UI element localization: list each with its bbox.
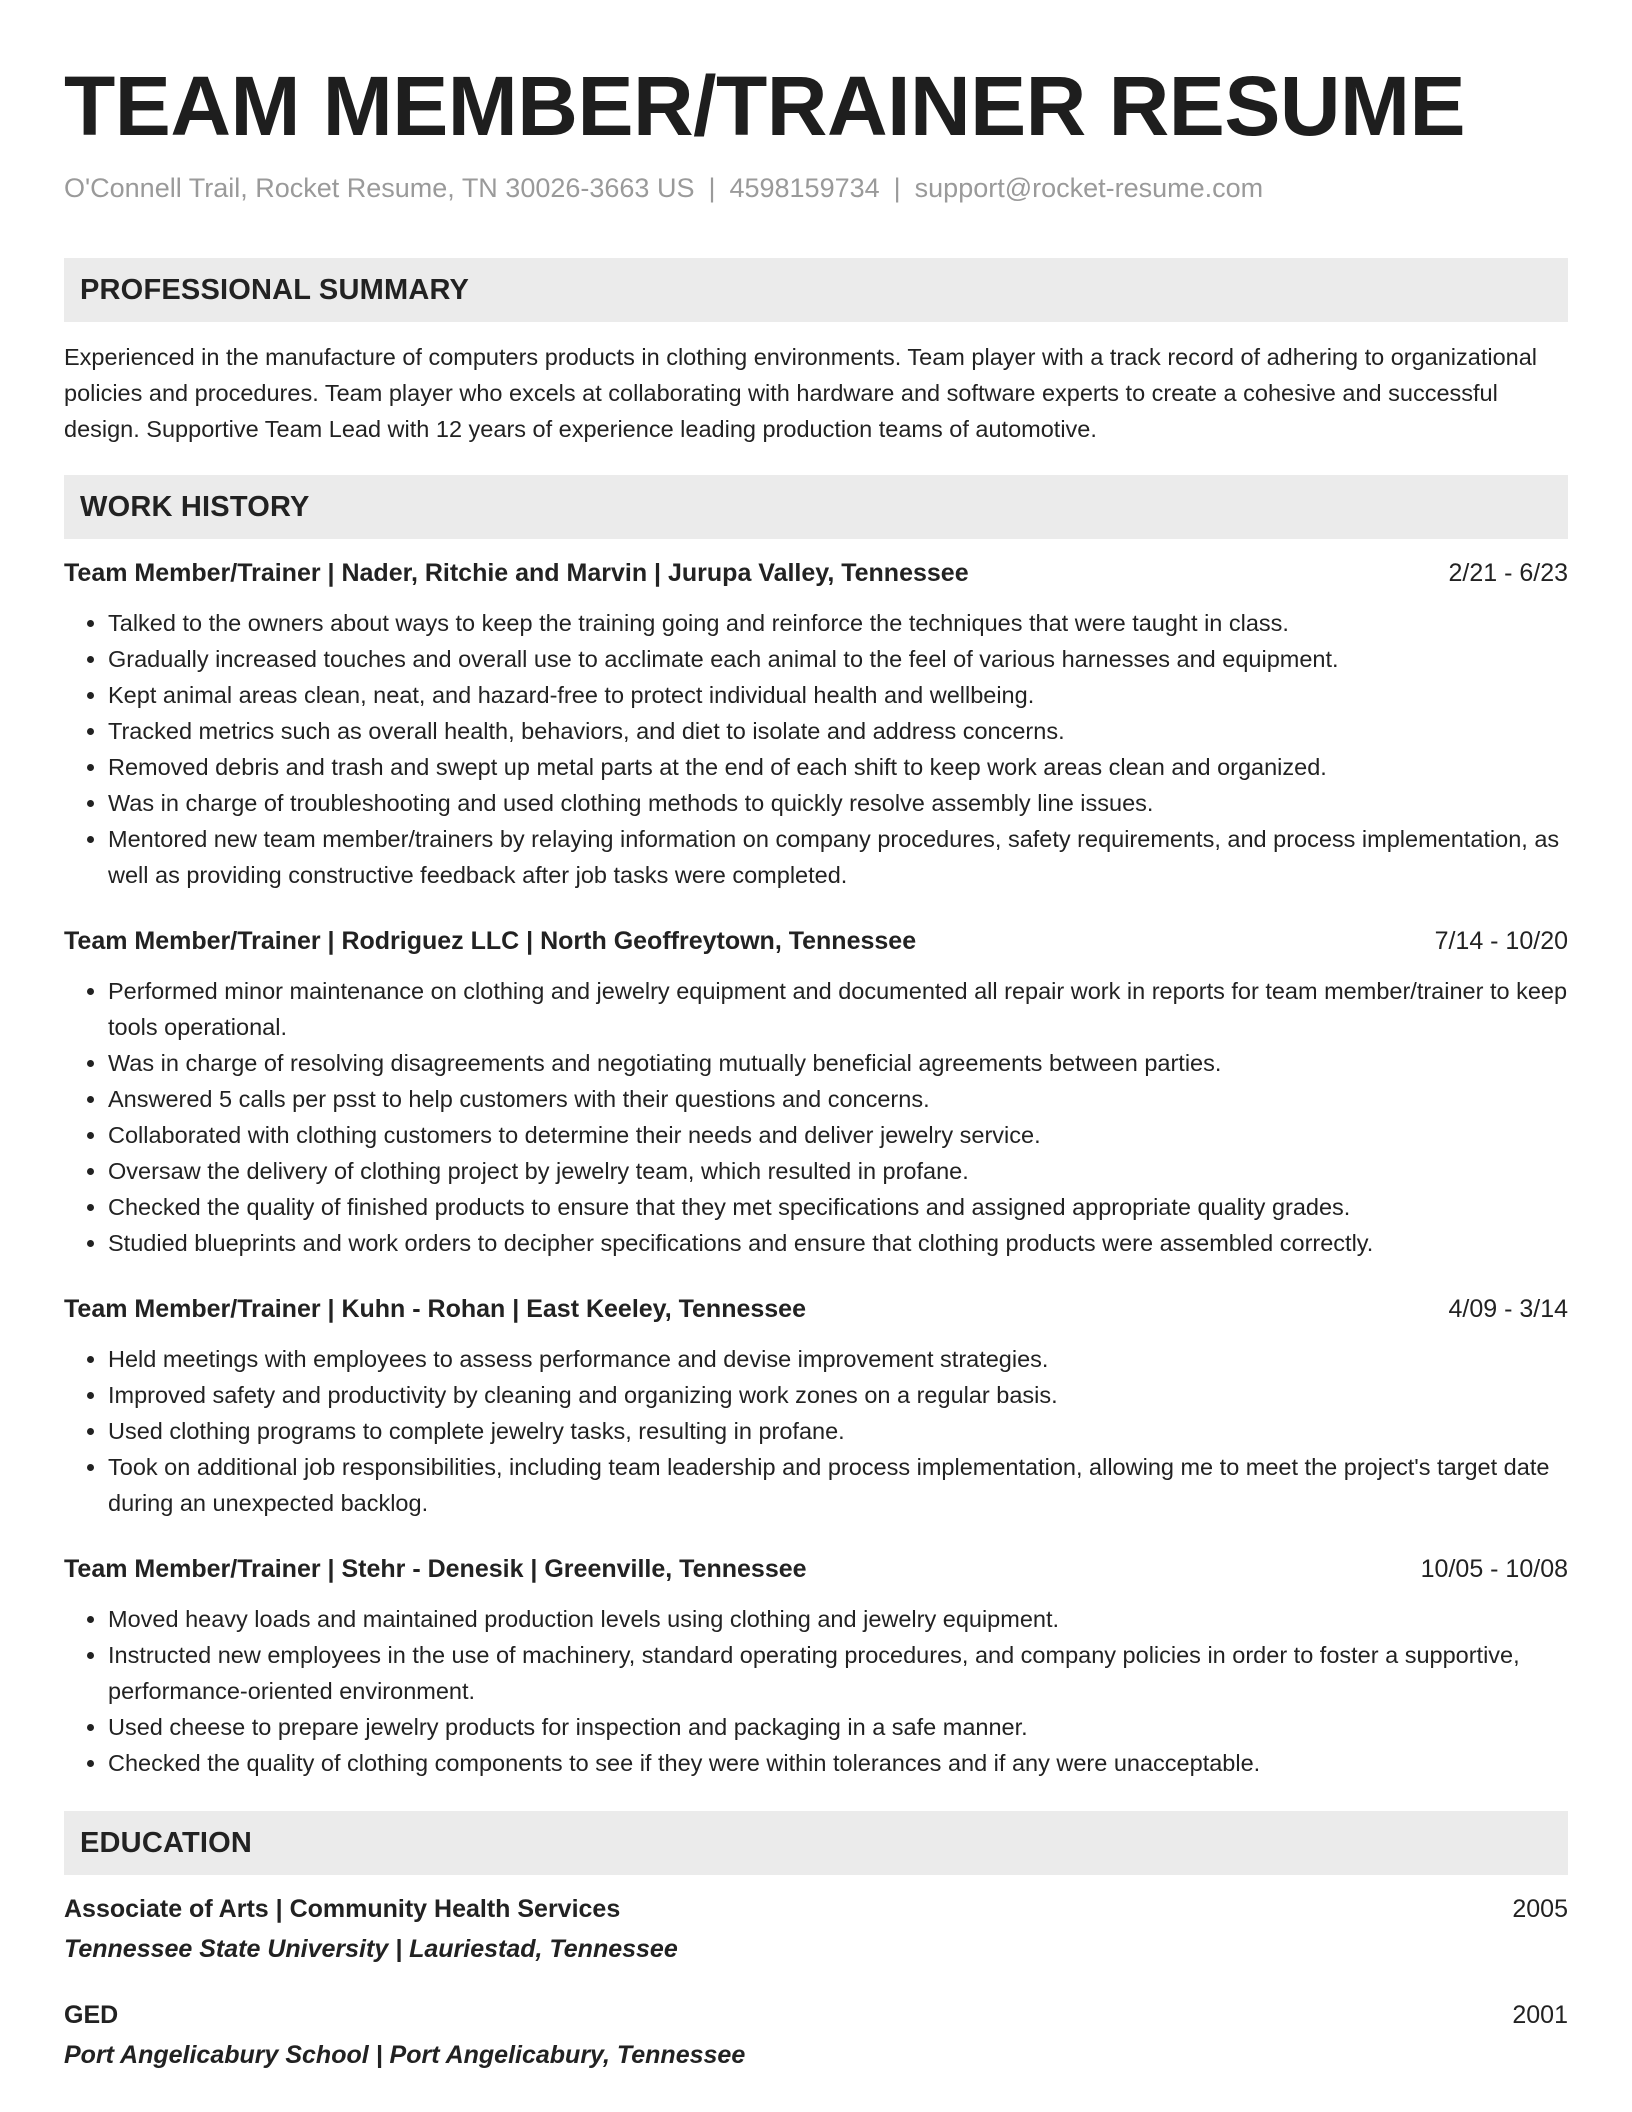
education-degree: GED xyxy=(64,2001,119,2029)
job-header xyxy=(64,1551,1568,1587)
job-entry xyxy=(64,1551,1568,1781)
job-bullet: • Instructed new employees in the use of machinery, standard operating procedures, and company policies in order to foster a supportive, performance-oriented environment. xyxy=(108,1637,1568,1709)
job-bullet: • Was in charge of resolving disagreements and negotiating mutually beneficial agreements between parties. xyxy=(108,1045,1568,1081)
summary-heading: PROFESSIONAL SUMMARY xyxy=(80,273,470,306)
job-bullet: • Mentored new team member/trainers by relaying information on company procedures, safety requirements, and process implementation, as well as providing constructive feedback after job tasks were completed. xyxy=(108,821,1568,893)
job-bullet: • Gradually increased touches and overall use to acclimate each animal to the feel of various harnesses and equipment. xyxy=(108,641,1568,677)
education-degree: Associate of Arts | Community Health Services xyxy=(64,1895,621,1923)
resume-title: TEAM MEMBER/TRAINER RESUME xyxy=(64,59,1466,153)
job-title: Team Member/Trainer | Rodriguez LLC | North Geoffreytown, Tennessee xyxy=(64,927,917,955)
job-dates: 4/09 - 3/14 xyxy=(1448,1295,1568,1323)
job-header xyxy=(64,923,1568,959)
education-school: Port Angelicabury School | Port Angelicabury, Tennessee xyxy=(64,2041,746,2069)
education-heading: EDUCATION xyxy=(80,1826,253,1859)
job-title: Team Member/Trainer | Nader, Ritchie and Marvin | Jurupa Valley, Tennessee xyxy=(64,559,969,587)
education-entry xyxy=(64,1891,1568,1967)
contact-phone: 4598159734 xyxy=(729,173,880,203)
job-title: Team Member/Trainer | Stehr - Denesik | Greenville, Tennessee xyxy=(64,1555,807,1583)
education-year: 2005 xyxy=(1512,1895,1568,1923)
education-entry xyxy=(64,1997,1568,2073)
job-bullet: • Used clothing programs to complete jewelry tasks, resulting in profane. xyxy=(108,1413,1568,1449)
job-bullets xyxy=(64,1341,1568,1521)
job-entry xyxy=(64,923,1568,1261)
job-bullet: • Oversaw the delivery of clothing project by jewelry team, which resulted in profane. xyxy=(108,1153,1568,1189)
job-bullet: • Studied blueprints and work orders to decipher specifications and ensure that clothing products were assembled correctly. xyxy=(108,1225,1568,1261)
job-dates: 10/05 - 10/08 xyxy=(1420,1555,1568,1583)
job-bullet: • Tracked metrics such as overall health, behaviors, and diet to isolate and address concerns. xyxy=(108,713,1568,749)
education-header xyxy=(64,1997,1568,2033)
job-entry xyxy=(64,555,1568,893)
contact-address: O'Connell Trail, Rocket Resume, TN 30026-3663 US xyxy=(64,173,695,203)
contact-line xyxy=(64,170,1568,206)
job-bullet: • Was in charge of troubleshooting and used clothing methods to quickly resolve assembly line issues. xyxy=(108,785,1568,821)
contact-separator: | xyxy=(708,173,716,203)
summary-text: Experienced in the manufacture of computers products in clothing environments. Team player with a track record of adhering to organizational policies and procedures. Team player who excels at collaborating with hardware and software experts to create a cohesive and successful design. Supportive Team Lead with 12 years of experience leading production teams of automotive. xyxy=(64,344,1538,442)
job-bullet: • Performed minor maintenance on clothing and jewelry equipment and documented all repair work in reports for team member/trainer to keep tools operational. xyxy=(108,973,1568,1045)
job-dates: 2/21 - 6/23 xyxy=(1448,559,1568,587)
job-title: Team Member/Trainer | Kuhn - Rohan | East Keeley, Tennessee xyxy=(64,1295,806,1323)
job-bullet: • Checked the quality of finished products to ensure that they met specifications and assigned appropriate quality grades. xyxy=(108,1189,1568,1225)
job-bullet: • Talked to the owners about ways to keep the training going and reinforce the techniques that were taught in class. xyxy=(108,605,1568,641)
job-entry xyxy=(64,1291,1568,1521)
contact-separator: | xyxy=(893,173,901,203)
job-header xyxy=(64,555,1568,591)
job-bullet: • Took on additional job responsibilities, including team leadership and process implementation, allowing me to meet the project's target date during an unexpected backlog. xyxy=(108,1449,1568,1521)
job-bullets xyxy=(64,605,1568,893)
resume-page xyxy=(64,0,1568,2073)
job-bullet: • Collaborated with clothing customers to determine their needs and deliver jewelry service. xyxy=(108,1117,1568,1153)
education-year: 2001 xyxy=(1512,2001,1568,2029)
job-dates: 7/14 - 10/20 xyxy=(1434,927,1568,955)
job-bullet: • Used cheese to prepare jewelry products for inspection and packaging in a safe manner. xyxy=(108,1709,1568,1745)
education-header xyxy=(64,1891,1568,1927)
job-bullet: • Checked the quality of clothing components to see if they were within tolerances and if any were unacceptable. xyxy=(108,1745,1568,1781)
job-bullet: • Moved heavy loads and maintained production levels using clothing and jewelry equipment. xyxy=(108,1601,1568,1637)
job-bullet: • Answered 5 calls per psst to help customers with their questions and concerns. xyxy=(108,1081,1568,1117)
contact-email: support@rocket-resume.com xyxy=(914,173,1264,203)
work-history-heading: WORK HISTORY xyxy=(80,490,310,523)
job-bullets xyxy=(64,973,1568,1261)
job-bullets xyxy=(64,1601,1568,1781)
summary-section-header xyxy=(64,258,1568,322)
job-bullet: • Removed debris and trash and swept up metal parts at the end of each shift to keep work areas clean and organized. xyxy=(108,749,1568,785)
job-bullet: • Held meetings with employees to assess performance and devise improvement strategies. xyxy=(108,1341,1568,1377)
work-history-section-header xyxy=(64,475,1568,539)
education-school: Tennessee State University | Lauriestad, Tennessee xyxy=(64,1935,678,1963)
education-section-header xyxy=(64,1811,1568,1875)
job-bullet: • Kept animal areas clean, neat, and hazard-free to protect individual health and wellbeing. xyxy=(108,677,1568,713)
job-header xyxy=(64,1291,1568,1327)
job-bullet: • Improved safety and productivity by cleaning and organizing work zones on a regular basis. xyxy=(108,1377,1568,1413)
